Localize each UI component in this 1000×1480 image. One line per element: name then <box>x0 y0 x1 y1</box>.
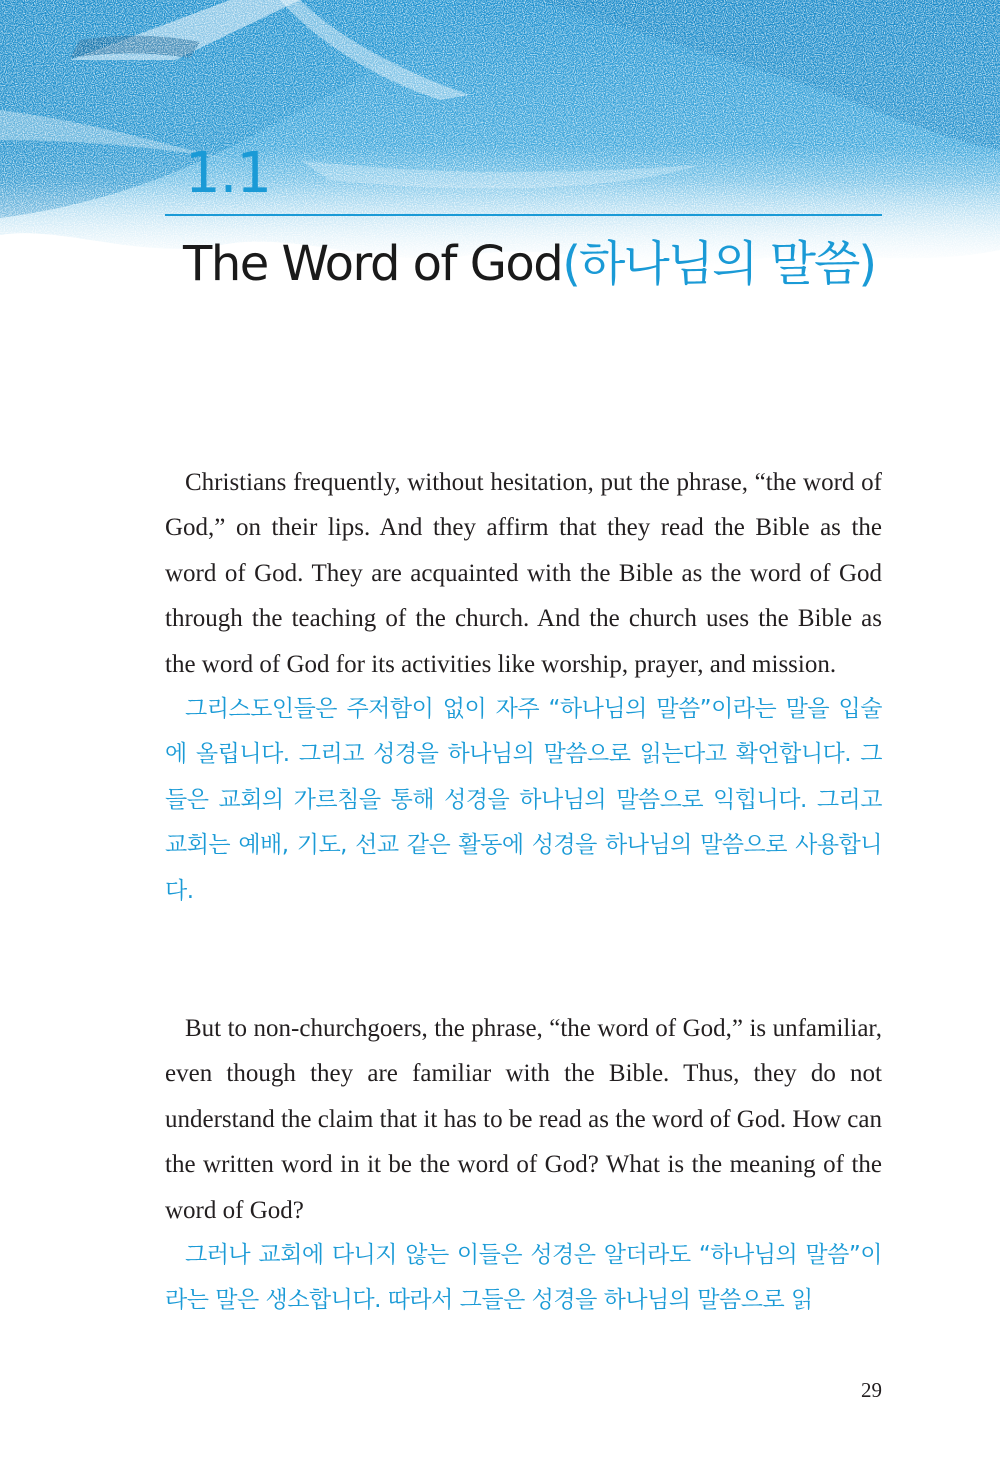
title-divider <box>165 214 882 216</box>
paragraph-english: But to non-churchgoers, the phrase, “the word of God,” is unfamiliar, even though they are familiar with the Bible. Thus, they do not understand the claim that it has to be read as the word of God. How can the written word in it be the word of God? What is the meaning of the word of God? <box>165 1015 882 1224</box>
paragraph-english: Christians frequently, without hesitation, put the phrase, “the word of God,” on their lips. And they affirm that they read the Bible as the word of God. They are acquainted with the Bible as the word of God through the teaching of the church. And the church uses the Bible as the word of God for its activities like worship, prayer, and mission. <box>165 469 882 678</box>
section-title <box>183 236 875 294</box>
paragraph-korean: 그리스도인들은 주저함이 없이 자주 “하나님의 말씀”이라는 말을 입술에 올립니다. 그리고 성경을 하나님의 말씀으로 읽는다고 확언합니다. 그들은 교회의 가르침을 통해 성경을 하나님의 말씀으로 익힙니다. 그리고 교회는 예배, 기도, 선교 같은 활동에 성경을 하나님의 말씀으로 사용합니다. <box>165 696 882 904</box>
paragraph-block-1 <box>165 460 882 914</box>
paragraph-block-2 <box>165 1006 882 1324</box>
section-title-korean: (하나님의 말씀) <box>562 236 876 292</box>
paragraph-korean: 그러나 교회에 다니지 않는 이들은 성경은 알더라도 “하나님의 말씀”이라는 말은 생소합니다. 따라서 그들은 성경을 하나님의 말씀으로 읽 <box>165 1242 882 1314</box>
section-number: 1.1 <box>185 141 272 206</box>
section-title-english: The Word of God <box>183 236 563 292</box>
page-number: 29 <box>861 1378 882 1402</box>
